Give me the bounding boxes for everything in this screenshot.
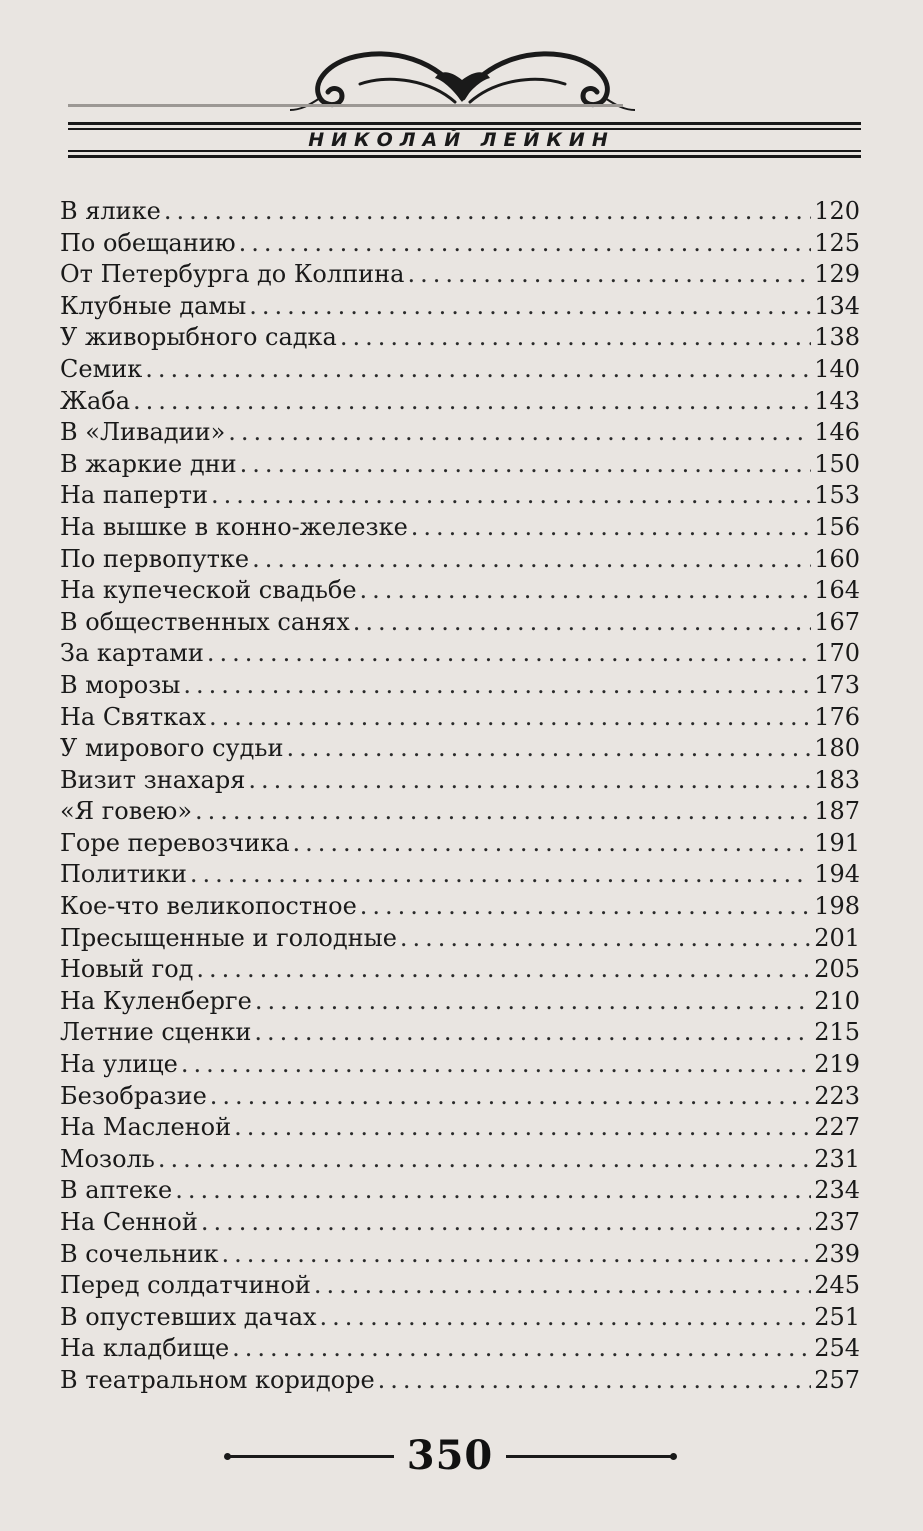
toc-entry [60, 1049, 860, 1081]
toc-entry-page: 205 [814, 955, 860, 984]
toc-dot-leader [234, 1112, 811, 1144]
toc-entry [60, 480, 860, 512]
toc-entry-page: 120 [814, 197, 860, 225]
footer-right-rule [506, 1455, 674, 1458]
toc-entry-page: 150 [814, 449, 860, 478]
toc-entry-title: На Святках [60, 702, 207, 731]
header-faint-rule [68, 104, 623, 107]
toc-entry [60, 1333, 860, 1365]
toc-entry-page: 194 [814, 860, 860, 889]
page-number: 350 [406, 1432, 494, 1479]
toc-entry [60, 196, 860, 228]
toc-dot-leader [211, 480, 811, 512]
toc-entry [60, 1239, 860, 1271]
toc-entry-page: 223 [814, 1081, 860, 1110]
toc-entry-title: У живорыбного садка [60, 323, 337, 352]
toc-entry-title: В морозы [60, 670, 181, 699]
toc-entry-page: 129 [814, 260, 860, 289]
toc-entry [60, 733, 860, 765]
toc-entry-title: На Сенной [60, 1208, 198, 1236]
toc-dot-leader [286, 733, 811, 765]
toc-dot-leader [181, 1049, 811, 1081]
toc-entry-title: По первопутке [60, 544, 250, 573]
toc-entry-page: 245 [814, 1271, 860, 1300]
toc-entry-title: Клубные дамы [60, 291, 247, 320]
toc-dot-leader [314, 1270, 811, 1302]
toc-entry-title: В ялике [60, 197, 161, 225]
toc-entry [60, 449, 860, 481]
toc-entry-title: В общественных санях [60, 607, 350, 636]
toc-dot-leader [400, 923, 811, 955]
toc-entry-page: 231 [814, 1144, 860, 1173]
toc-entry [60, 796, 860, 828]
toc-entry [60, 954, 860, 986]
toc-entry [60, 891, 860, 923]
toc-entry-title: На вышке в конно-железке [60, 512, 408, 541]
toc-entry [60, 1112, 860, 1144]
toc-entry-page: 239 [814, 1239, 860, 1268]
toc-entry-title: В театральном коридоре [60, 1365, 375, 1394]
toc-entry [60, 859, 860, 891]
toc-entry-title: Пресыщенные и голодные [60, 923, 397, 952]
toc-entry-page: 170 [814, 639, 860, 668]
toc-dot-leader [254, 1017, 811, 1049]
toc-dot-leader [293, 828, 812, 860]
toc-dot-leader [407, 259, 811, 291]
toc-entry [60, 702, 860, 734]
toc-entry-title: Визит знахаря [60, 765, 246, 794]
toc-entry-page: 146 [814, 418, 860, 447]
footer-left-rule [228, 1455, 394, 1458]
toc-entry-title: На Куленберге [60, 986, 252, 1015]
toc-dot-leader [248, 765, 811, 797]
toc-entry [60, 1175, 860, 1207]
toc-entry [60, 354, 860, 386]
toc-entry [60, 228, 860, 260]
toc-entry [60, 607, 860, 639]
toc-entry-page: 156 [814, 512, 860, 541]
toc-dot-leader [195, 796, 811, 828]
toc-entry [60, 417, 860, 449]
toc-entry [60, 923, 860, 955]
page-footer [0, 1426, 923, 1486]
toc-entry-title: В жаркие дни [60, 449, 237, 478]
toc-entry [60, 1144, 860, 1176]
toc-entry-title: В «Ливадии» [60, 418, 226, 447]
toc-entry-page: 210 [814, 986, 860, 1015]
toc-entry-title: «Я говею» [60, 797, 193, 826]
toc-dot-leader [133, 386, 811, 418]
toc-entry [60, 1302, 860, 1334]
toc-entry-title: Летние сценки [60, 1018, 252, 1047]
toc-entry-page: 134 [814, 291, 860, 320]
header-bottom-rule [68, 155, 861, 158]
toc-entry-page: 176 [814, 702, 860, 731]
toc-dot-leader [209, 702, 811, 734]
toc-entry-title: На Масленой [60, 1113, 232, 1142]
toc-dot-leader [207, 638, 811, 670]
toc-entry-title: По обещанию [60, 228, 236, 257]
toc-entry-page: 183 [814, 765, 860, 794]
toc-dot-leader [183, 670, 811, 702]
toc-entry [60, 544, 860, 576]
toc-dot-leader [196, 954, 811, 986]
toc-entry-title: Перед солдатчиной [60, 1271, 311, 1300]
toc-entry-page: 198 [814, 892, 860, 921]
toc-entry [60, 1081, 860, 1113]
toc-entry-page: 234 [814, 1176, 860, 1205]
toc-entry-page: 237 [814, 1208, 860, 1236]
toc-dot-leader [320, 1302, 812, 1334]
toc-entry-title: На купеческой свадьбе [60, 576, 357, 605]
toc-entry-page: 251 [814, 1302, 860, 1331]
toc-entry-title: На улице [60, 1050, 178, 1079]
toc-entry-page: 180 [814, 734, 860, 763]
toc-entry-page: 125 [814, 228, 860, 257]
toc-entry-title: В сочельник [60, 1239, 219, 1268]
toc-entry-page: 219 [814, 1050, 860, 1079]
toc-entry-title: Семик [60, 354, 143, 383]
toc-entry-title: Кое-что великопостное [60, 892, 357, 921]
toc-entry [60, 1270, 860, 1302]
toc-entry [60, 828, 860, 860]
toc-entry-page: 187 [814, 797, 860, 826]
toc-dot-leader [201, 1207, 811, 1239]
toc-dot-leader [232, 1333, 811, 1365]
toc-entry [60, 1017, 860, 1049]
toc-entry-page: 160 [814, 544, 860, 573]
toc-entry-title: На паперти [60, 481, 209, 510]
toc-entry [60, 575, 860, 607]
toc-entry-page: 201 [814, 923, 860, 952]
toc-entry-title: Политики [60, 860, 187, 889]
toc-dot-leader [164, 196, 811, 228]
toc-entry-title: За картами [60, 639, 204, 668]
toc-dot-leader [222, 1239, 812, 1271]
toc-entry-title: Безобразие [60, 1081, 207, 1110]
toc-entry-page: 153 [814, 481, 860, 510]
toc-dot-leader [249, 291, 811, 323]
toc-dot-leader [239, 228, 812, 260]
toc-dot-leader [158, 1144, 811, 1176]
toc-entry [60, 638, 860, 670]
toc-entry-title: В аптеке [60, 1176, 173, 1205]
table-of-contents [60, 196, 860, 1397]
toc-entry-page: 164 [814, 576, 860, 605]
toc-dot-leader [252, 544, 811, 576]
toc-entry-title: От Петербурга до Колпина [60, 260, 405, 289]
toc-dot-leader [228, 417, 811, 449]
toc-dot-leader [353, 607, 811, 639]
toc-entry-page: 191 [814, 828, 860, 857]
toc-entry [60, 1365, 860, 1397]
toc-dot-leader [378, 1365, 812, 1397]
scroll-flourish-icon [290, 40, 635, 125]
toc-entry-page: 227 [814, 1113, 860, 1142]
toc-dot-leader [145, 354, 811, 386]
toc-dot-leader [360, 891, 811, 923]
toc-entry [60, 670, 860, 702]
header-top-rule [68, 122, 861, 125]
toc-entry [60, 986, 860, 1018]
toc-dot-leader [340, 322, 811, 354]
toc-dot-leader [240, 449, 812, 481]
toc-entry [60, 1207, 860, 1239]
toc-entry [60, 259, 860, 291]
toc-entry-title: У мирового судьи [60, 734, 284, 763]
toc-entry-title: Горе перевозчика [60, 828, 290, 857]
toc-entry-title: В опустевших дачах [60, 1302, 317, 1331]
toc-entry [60, 322, 860, 354]
footer-right-dot [670, 1453, 677, 1460]
toc-entry [60, 386, 860, 418]
toc-dot-leader [190, 859, 811, 891]
running-head-author: НИКОЛАЙ ЛЕЙКИН [308, 129, 615, 151]
toc-entry-page: 173 [814, 670, 860, 699]
toc-entry-title: Новый год [60, 955, 194, 984]
toc-entry-title: Мозоль [60, 1144, 155, 1173]
toc-entry [60, 512, 860, 544]
toc-entry-title: На кладбище [60, 1334, 230, 1363]
toc-entry-page: 143 [814, 386, 860, 415]
toc-dot-leader [255, 986, 811, 1018]
toc-entry-page: 254 [814, 1334, 860, 1363]
toc-entry [60, 291, 860, 323]
toc-entry-page: 138 [814, 323, 860, 352]
toc-dot-leader [360, 575, 812, 607]
toc-dot-leader [175, 1175, 811, 1207]
toc-dot-leader [210, 1081, 811, 1113]
toc-entry-page: 167 [814, 607, 860, 636]
toc-entry-page: 140 [814, 354, 860, 383]
toc-entry [60, 765, 860, 797]
toc-entry-title: Жаба [60, 386, 131, 415]
toc-dot-leader [411, 512, 811, 544]
toc-entry-page: 257 [814, 1365, 860, 1394]
toc-entry-page: 215 [814, 1018, 860, 1047]
